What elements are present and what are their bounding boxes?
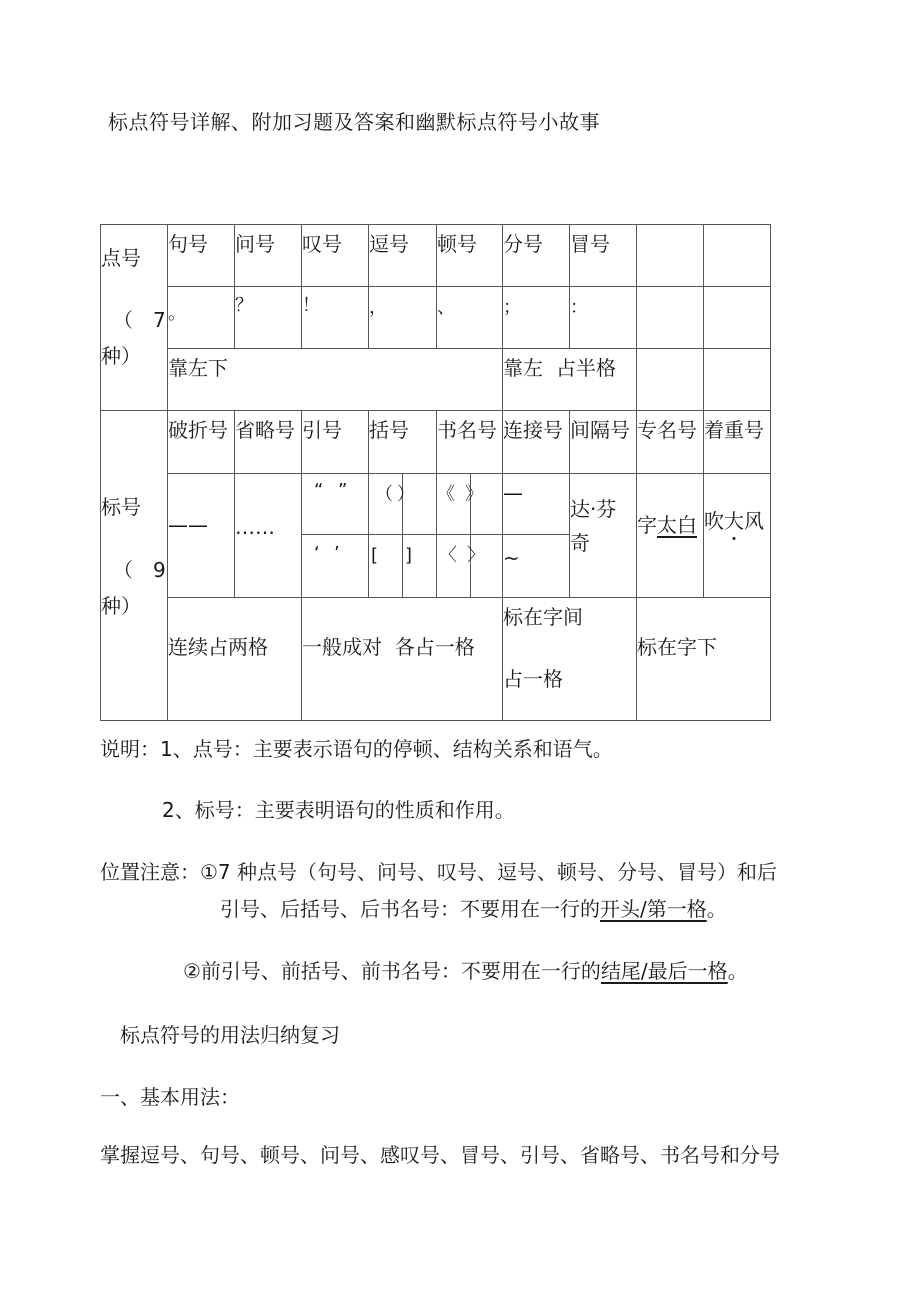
dian-label-cell <box>101 225 168 411</box>
biao-position-cell <box>168 598 302 721</box>
book-title-single-open: 〈 <box>439 545 457 566</box>
book-title-single-close: 〉 <box>467 545 485 566</box>
double-quote-open: “ <box>314 480 324 501</box>
emphasis-suffix: 风 <box>744 509 764 533</box>
dash-symbol: —— <box>168 513 208 537</box>
dian-name-cell <box>302 225 369 287</box>
biao-name-cell <box>168 411 235 474</box>
dian-name: 冒号 <box>570 232 610 256</box>
position-note-line-3 <box>183 955 748 984</box>
biao-name-cell <box>637 411 704 474</box>
separator-example-line1: 达·芬 <box>570 497 617 521</box>
connector-dash: — <box>503 481 523 505</box>
pos-between-2: 占一格 <box>503 667 563 691</box>
dian-name-cell <box>168 225 235 287</box>
emphasis-example <box>704 508 764 534</box>
dian-symbol-cell <box>503 287 570 349</box>
dian-symbol: ： <box>570 297 588 318</box>
dian-symbol: 、 <box>437 297 455 318</box>
section-title: 标点符号的用法归纳复习 <box>120 1023 340 1047</box>
ellipsis-cell <box>235 474 302 598</box>
note-1: 说明：1、点号：主要表示语句的停顿、结构关系和语气。 <box>100 737 613 761</box>
book-title-close: 》 <box>465 484 483 505</box>
dian-name: 问号 <box>235 232 275 256</box>
emphasis-dotted-char: 大 <box>724 509 744 533</box>
pos-below: 标在字下 <box>637 635 717 659</box>
dian-name: 顿号 <box>437 232 477 256</box>
empty-cell <box>637 349 704 411</box>
dian-position-left-down: 靠左下 <box>168 356 228 380</box>
dian-name-cell <box>503 225 570 287</box>
position-note-line-3-underlined: 结尾/最后一格 <box>600 959 728 983</box>
biao-name-cell <box>235 411 302 474</box>
biao-position-cell <box>302 598 503 721</box>
biao-name-cell <box>437 411 503 474</box>
bracket-close: ] <box>405 545 413 566</box>
biao-name: 间隔号 <box>570 418 630 442</box>
biao-count-tail: 种） <box>101 594 141 618</box>
emphasis-prefix: 吹 <box>704 509 724 533</box>
double-quote-close: ” <box>338 480 348 501</box>
biao-name: 破折号 <box>168 418 228 442</box>
quote-cell <box>302 474 369 535</box>
connector-tilde: ~ <box>503 546 520 570</box>
dian-count-paren: （ <box>113 308 133 332</box>
dian-position-cell <box>503 349 637 411</box>
bracket-cell <box>369 535 437 598</box>
dian-count-tail: 种） <box>101 344 141 368</box>
basic-usage-line: 掌握逗号、句号、顿号、问号、感叹号、冒号、引号、省略号、书名号和分号 <box>100 1143 780 1167</box>
empty-cell <box>637 287 704 349</box>
book-title-cell <box>437 535 503 598</box>
biao-name: 着重号 <box>704 418 764 442</box>
dian-label: 点号 <box>101 246 141 270</box>
dian-symbol-cell <box>570 287 637 349</box>
proper-noun-cell <box>637 474 704 598</box>
empty-cell <box>704 225 771 287</box>
dian-symbol: ！ <box>302 295 320 316</box>
biao-label-cell <box>101 411 168 721</box>
dian-symbol-cell <box>235 287 302 349</box>
dian-name: 叹号 <box>302 232 342 256</box>
dian-position-cell <box>168 349 503 411</box>
biao-name: 专名号 <box>637 418 697 442</box>
biao-count-paren: （ <box>113 558 133 582</box>
empty-cell <box>704 349 771 411</box>
dash-cell <box>168 474 235 598</box>
paren-open: （ <box>375 484 393 505</box>
ellipsis-symbol: …… <box>235 515 275 539</box>
dian-symbol-cell <box>168 287 235 349</box>
separator-cell <box>570 474 637 598</box>
biao-name: 括号 <box>369 418 409 442</box>
biao-name-cell <box>570 411 637 474</box>
pos-two-cells: 连续占两格 <box>168 635 268 659</box>
position-note-line-2-text: 引号、后括号、后书名号：不要用在一行的 <box>220 897 600 921</box>
book-title-open: 《 <box>437 484 455 505</box>
separator-example-line2: 奇 <box>570 531 590 555</box>
position-note-line-1: 位置注意：①7 种点号（句号、问号、叹号、逗号、顿号、分号、冒号）和后 <box>100 860 778 884</box>
pos-between-1: 标在字间 <box>503 605 583 629</box>
paren-close: ） <box>397 484 415 505</box>
proper-noun-example <box>637 512 697 538</box>
biao-name-cell <box>704 411 771 474</box>
biao-name: 书名号 <box>437 418 497 442</box>
single-quote-close: ’ <box>334 543 340 564</box>
proper-noun-underlined: 太白 <box>657 513 697 537</box>
biao-name-cell <box>302 411 369 474</box>
dian-symbol: ？ <box>235 295 253 316</box>
note-2: 2、标号：主要表明语句的性质和作用。 <box>162 798 515 822</box>
document-title: 标点符号详解、附加习题及答案和幽默标点符号小故事 <box>108 110 600 134</box>
dian-symbol: 。 <box>168 303 186 324</box>
emphasis-cell <box>704 474 771 598</box>
dian-count-num: 7 <box>153 308 166 332</box>
biao-name: 引号 <box>302 418 342 442</box>
empty-cell <box>637 225 704 287</box>
dian-symbol: ； <box>503 297 521 318</box>
connector-cell <box>503 474 570 535</box>
biao-count-num: 9 <box>153 558 166 582</box>
dian-name-cell <box>235 225 302 287</box>
quote-cell <box>302 535 369 598</box>
punctuation-table <box>100 224 771 721</box>
position-note-line-2-underlined: 开头/第一格 <box>600 897 707 921</box>
dian-name-cell <box>570 225 637 287</box>
position-note-line-2 <box>220 893 727 922</box>
dian-symbol-cell <box>369 287 437 349</box>
book-title-cell <box>437 474 503 535</box>
dian-symbol: ， <box>369 297 387 318</box>
position-note-line-3-text: ②前引号、前括号、前书名号：不要用在一行的 <box>183 959 601 983</box>
position-note-line-3-end: 。 <box>727 959 748 983</box>
biao-position-cell <box>637 598 771 721</box>
dian-name-cell <box>437 225 503 287</box>
connector-cell <box>503 535 570 598</box>
position-note-line-2-end: 。 <box>706 897 727 921</box>
inner-divider <box>402 535 403 597</box>
dian-name-cell <box>369 225 437 287</box>
heading-basic-usage: 一、基本用法： <box>100 1085 240 1109</box>
biao-position-cell <box>503 598 637 721</box>
bracket-open: [ <box>371 545 379 566</box>
dian-name: 句号 <box>168 232 208 256</box>
dian-symbol-cell <box>302 287 369 349</box>
dian-symbol-cell <box>437 287 503 349</box>
proper-noun-prefix: 字 <box>637 513 657 537</box>
dian-position-half: 占半格 <box>556 356 616 380</box>
dian-name: 分号 <box>503 232 543 256</box>
pos-pair: 一般成对 各占一格 <box>302 635 475 659</box>
empty-cell <box>704 287 771 349</box>
dian-position-left: 靠左 <box>503 356 543 380</box>
biao-name: 省略号 <box>235 418 295 442</box>
biao-name-cell <box>503 411 570 474</box>
single-quote-open: ‘ <box>314 543 320 564</box>
biao-label: 标号 <box>101 495 141 519</box>
dian-name: 逗号 <box>369 232 409 256</box>
biao-name: 连接号 <box>503 418 563 442</box>
paren-cell <box>369 474 437 535</box>
biao-name-cell <box>369 411 437 474</box>
